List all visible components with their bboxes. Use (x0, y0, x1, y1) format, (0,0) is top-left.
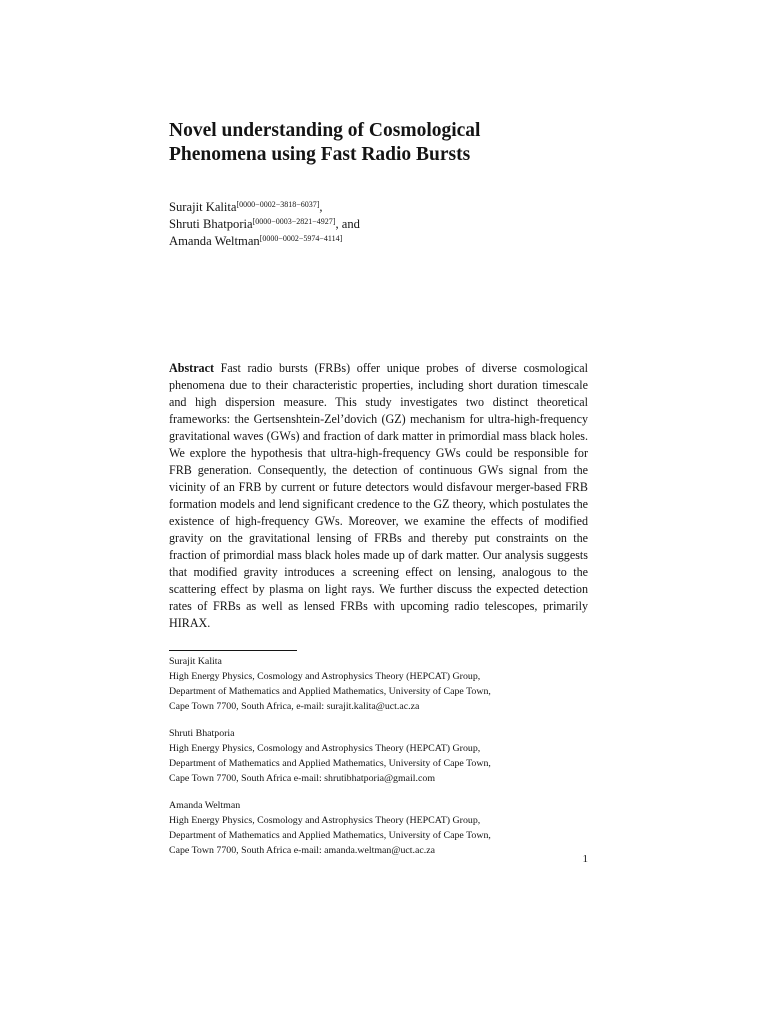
author-orcid: [0000−0003−2821−4927] (252, 217, 336, 226)
affiliation-line: Cape Town 7700, South Africa e-mail: amanda.weltman@uct.ac.za (169, 845, 435, 856)
affiliation-line: High Energy Physics, Cosmology and Astrophysics Theory (HEPCAT) Group, (169, 815, 481, 826)
page-number: 1 (582, 853, 588, 865)
title-line-2: Phenomena using Fast Radio Bursts (169, 144, 471, 165)
abstract-label: Abstract (169, 361, 215, 376)
paper-title (169, 119, 609, 167)
author-name: Surajit Kalita (169, 200, 237, 214)
author-separator: , (319, 200, 323, 214)
author-list (169, 199, 599, 250)
affiliation-author: Surajit Kalita (169, 656, 222, 667)
affiliation-entry (169, 726, 589, 786)
title-line-1: Novel understanding of Cosmological (169, 120, 481, 141)
affiliation-line: Department of Mathematics and Applied Mathematics, University of Cape Town, (169, 830, 491, 841)
affiliation-line: High Energy Physics, Cosmology and Astrophysics Theory (HEPCAT) Group, (169, 743, 481, 754)
affiliation-author: Amanda Weltman (169, 800, 241, 811)
affiliation-entry (169, 798, 589, 858)
author-separator: , and (335, 217, 360, 231)
author-entry (169, 199, 599, 216)
footnote-rule (169, 650, 297, 651)
affiliation-line: High Energy Physics, Cosmology and Astrophysics Theory (HEPCAT) Group, (169, 671, 481, 682)
affiliation-author: Shruti Bhatporia (169, 728, 235, 739)
affiliation-line: Cape Town 7700, South Africa e-mail: shrutibhatporia@gmail.com (169, 773, 436, 784)
affiliation-line: Department of Mathematics and Applied Mathematics, University of Cape Town, (169, 686, 491, 697)
author-orcid: [0000−0002−5974−4114] (259, 234, 343, 243)
author-orcid: [0000−0002−3818−6037] (236, 200, 320, 209)
abstract-text: Fast radio bursts (FRBs) offer unique probes of diverse cosmological phenomena due to their characteristic properties, including short duration timescale and high dispersion measure. This study investigates two distinct theoretical frameworks: the Gertsenshtein-Zel’dovich (GZ) mechanism for ultra-high-frequency gravitational waves (GWs) and fraction of dark matter in primordial mass black holes. We explore the hypothesis that ultra-high-frequency GWs could be responsible for FRB generation. Consequently, the detection of continuous GWs signal from the vicinity of an FRB by current or future detectors would disfavour merger-based FRB formation models and lend significant credence to the GZ theory, which postulates the existence of high-frequency GWs. Moreover, we examine the effects of modified gravity on the gravitational lensing of FRBs and thereby put constraints on the fraction of primordial mass black holes made up of dark matter. Our analysis suggests that modified gravity introduces a screening effect on lensing, analogous to the scattering effect by plasma on light rays. We further discuss the expected detection rates of FRBs as well as lensed FRBs with upcoming radio telescopes, primarily HIRAX. (169, 361, 588, 631)
author-name: Shruti Bhatporia (169, 217, 253, 231)
affiliation-entry (169, 654, 589, 714)
affiliation-line: Department of Mathematics and Applied Mathematics, University of Cape Town, (169, 758, 491, 769)
author-entry (169, 233, 599, 250)
affiliations (169, 654, 589, 858)
abstract (169, 360, 588, 632)
author-entry (169, 216, 599, 233)
affiliation-line: Cape Town 7700, South Africa, e-mail: surajit.kalita@uct.ac.za (169, 701, 420, 712)
author-name: Amanda Weltman (169, 234, 260, 248)
